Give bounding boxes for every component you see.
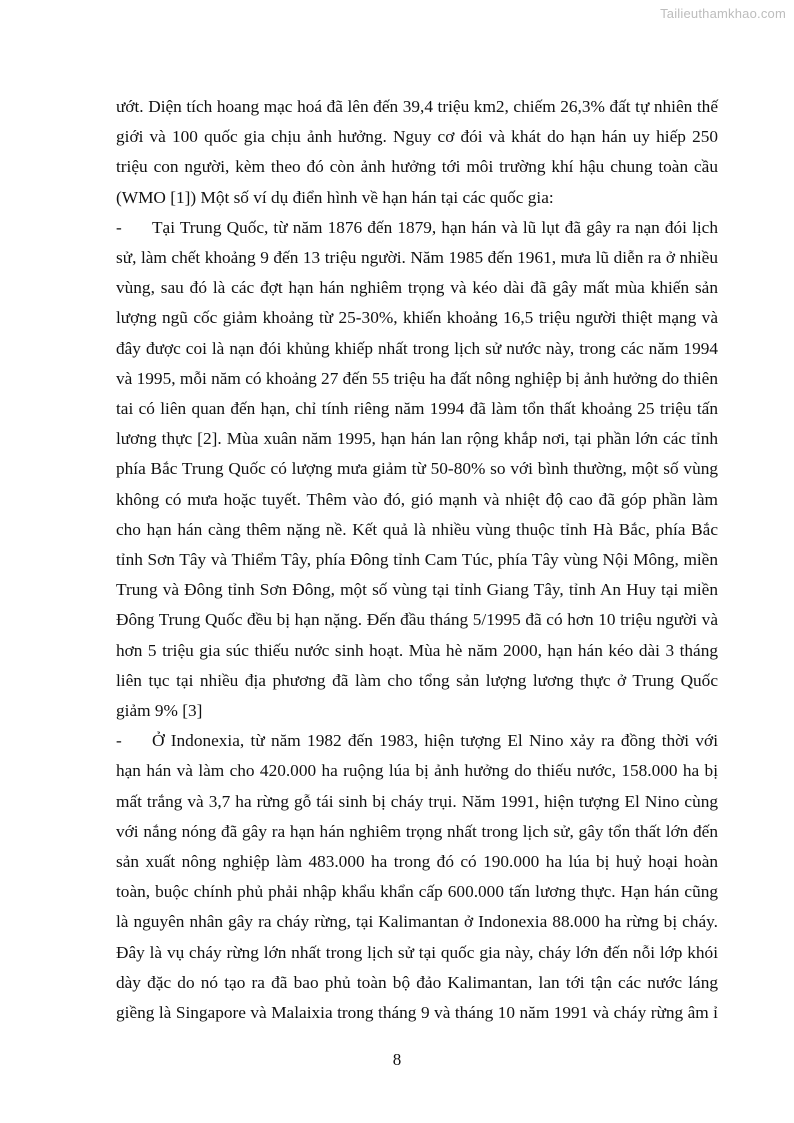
bullet-indonesia [116, 726, 718, 1028]
text-line: với nắng nóng đã gây ra hạn hán nghiêm trọng nhất trong lịch sử, gây tổn thất lớn đến [116, 821, 718, 841]
text-line: hơn 5 triệu gia súc thiếu nước sinh hoạt. Mùa hè năm 2000, hạn hán kéo dài 3 tháng [116, 640, 718, 660]
text-line: lương thực [2]. Mùa xuân năm 1995, hạn hán lan rộng khắp nơi, tại phần lớn các tỉnh [116, 429, 718, 449]
text-line: đây được coi là nạn đói khủng khiếp nhất trong lịch sử nước này, trong các năm 1994 [116, 338, 718, 358]
text-line: tai có liên quan đến hạn, chỉ tính riêng năm 1994 đã làm tổn thất khoảng 25 triệu tấn [116, 399, 718, 419]
bullet-marker: - [116, 731, 122, 751]
text-line: mất trắng và 3,7 ha rừng gỗ tái sinh bị cháy trụi. Năm 1991, hiện tượng El Nino cùng [116, 791, 718, 811]
text-line: ướt. Diện tích hoang mạc hoá đã lên đến 39,4 triệu km2, chiếm 26,3% đất tự nhiên thế [116, 97, 718, 116]
text-line: giảm 9% [3] [116, 701, 203, 721]
text-line: vùng, sau đó là các đợt hạn hán nghiêm trọng và kéo dài đã gây mất mùa khiến sản [116, 278, 718, 298]
document-body [116, 92, 718, 1028]
text-line: là nguyên nhân gây ra cháy rừng, tại Kalimantan ở Indonexia 88.000 ha rừng bị cháy. [116, 912, 718, 932]
text-line: toàn, buộc chính phủ phải nhập khẩu khẩn cấp 600.000 tấn lương thực. Hạn hán cũng [116, 882, 718, 902]
text-line: dày đặc do nó tạo ra đã bao phủ toàn bộ đảo Kalimantan, lan tới tận các nước láng [116, 972, 718, 992]
page-number: 8 [392, 1050, 402, 1069]
text-line: phía Bắc Trung Quốc có lượng mưa giảm từ 50-80% so với bình thường, một số vùng [116, 459, 718, 479]
bullet-first-text: Tại Trung Quốc, từ năm 1876 đến 1879, hạn hán và lũ lụt đã gây ra nạn đói lịch [152, 217, 718, 237]
bullet-china [116, 213, 718, 726]
text-line: sản xuất nông nghiệp làm 483.000 ha trong đó có 190.000 ha lúa bị huỷ hoại hoàn [116, 852, 718, 872]
text-line: (WMO [1]) Một số ví dụ điển hình về hạn hán tại các quốc gia: [116, 187, 554, 207]
bullet-first-line [116, 213, 718, 243]
text-line: giềng là Singapore và Malaixia trong tháng 9 và tháng 10 năm 1991 và cháy rừng âm ỉ [116, 1003, 718, 1023]
text-line: hạn hán và làm cho 420.000 ha ruộng lúa bị ảnh hưởng do thiếu nước, 158.000 ha bị [116, 761, 718, 781]
text-line: triệu con người, kèm theo đó còn ảnh hưởng tới môi trường khí hậu chung toàn cầu [116, 157, 718, 177]
text-line: không có mưa hoặc tuyết. Thêm vào đó, gió mạnh và nhiệt độ cao đã góp phần làm [116, 489, 718, 509]
bullet-marker: - [116, 217, 122, 237]
text-line: Trung và Đông tỉnh Sơn Đông, một số vùng tại tỉnh Giang Tây, tỉnh An Huy tại miền [116, 580, 718, 600]
bullet-first-line [116, 726, 718, 756]
text-line: tỉnh Sơn Tây và Thiểm Tây, phía Đông tỉnh Cam Túc, phía Tây vùng Nội Mông, miền [116, 550, 718, 570]
text-line: giới và 100 quốc gia chịu ảnh hưởng. Nguy cơ đói và khát do hạn hán uy hiếp 250 [116, 127, 718, 147]
text-line: Đông Trung Quốc đều bị hạn nặng. Đến đầu tháng 5/1995 đã có hơn 10 triệu người và [116, 610, 718, 630]
text-line: Đây là vụ cháy rừng lớn nhất trong lịch sử tại quốc gia này, cháy lớn đến nỗi lớp khói [116, 942, 718, 962]
watermark: Tailieuthamkhao.com [660, 6, 786, 21]
text-line: cho hạn hán càng thêm nặng nề. Kết quả là nhiều vùng thuộc tỉnh Hà Bắc, phía Bắc [116, 519, 718, 539]
text-line: sử, làm chết khoảng 9 đến 13 triệu người. Năm 1985 đến 1961, mưa lũ diễn ra ở nhiều [116, 248, 718, 268]
text-line: liên tục tại nhiều địa phương đã làm cho tổng sản lượng lương thực ở Trung Quốc [116, 670, 718, 690]
text-line: và 1995, mỗi năm có khoảng 27 đến 55 triệu ha đất nông nghiệp bị ảnh hưởng do thiên [116, 368, 718, 388]
paragraph-intro [116, 92, 718, 213]
bullet-first-text: Ở Indonexia, từ năm 1982 đến 1983, hiện tượng El Nino xảy ra đồng thời với [152, 731, 718, 751]
text-line: lượng ngũ cốc giảm khoảng từ 25-30%, khiến khoảng 16,5 triệu người thiệt mạng và [116, 308, 718, 328]
